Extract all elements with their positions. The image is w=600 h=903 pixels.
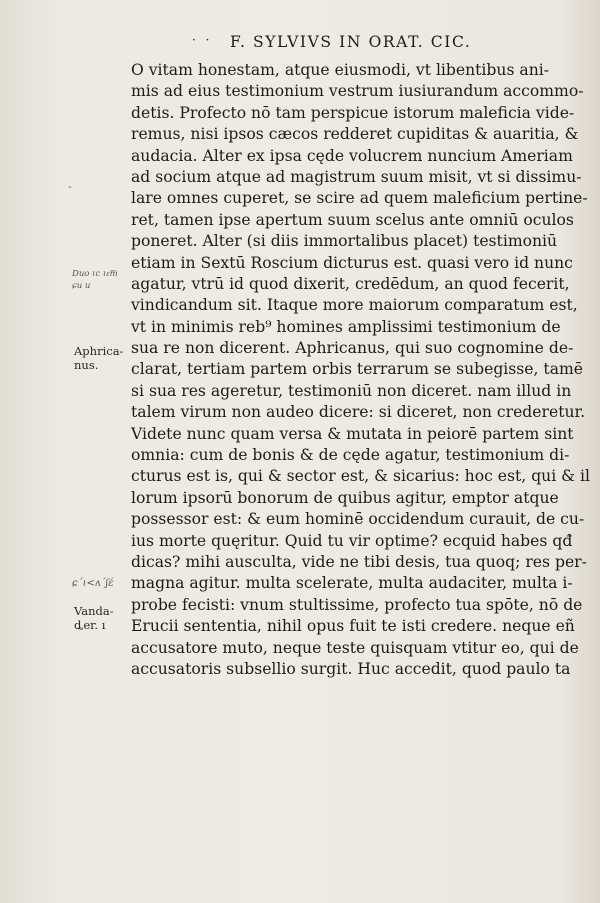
running-header [192, 33, 490, 51]
margin-note-line: Duo ɩc ɩε͞m [72, 269, 118, 279]
text-line: etiam in Sextū Roscium dicturus est. quasi vero id nunc [131, 253, 573, 272]
text-line: Videte nunc quam versa & mutata in peiorē partem sint [131, 424, 574, 443]
text-line: ret, tamen ipse apertum suum scelus ante omniū oculos [131, 210, 574, 229]
text-line: lorum ipsorū bonorum de quibus agitur, emptor atque [131, 488, 559, 507]
text-line: detis. Profecto nō tam perspicue istorum maleficia vide- [131, 103, 575, 122]
text-line: si sua res ageretur, testimoniū non diceret. nam illud in [131, 381, 572, 400]
margin-note-line: Vanda- [74, 604, 114, 618]
margin-note-line: Aphrica- [74, 344, 124, 358]
text-line: remus, nisi ipsos cæcos redderet cupiditas & auaritia, & [131, 125, 579, 144]
margin-note-aphricanus [74, 344, 123, 372]
margin-note-line: ȡer. ı [74, 618, 106, 632]
text-line: clarat, tertiam partem orbis terrarum se subegisse, tamē [131, 360, 584, 379]
text-line: vt in minimis reb⁹ homines amplissimi testimonium de [131, 317, 561, 336]
text-line: cturus est is, qui & sector est, & sicarius: hoc est, qui & il [131, 467, 590, 486]
margin-handwritten-note [72, 578, 114, 590]
text-line: Erucii sententia, nihil opus fuit te isti credere. neque eñ [131, 617, 575, 636]
text-line: ad socium atque ad magistrum suum misit, vt si dissimu- [131, 167, 582, 186]
text-line: talem virum non audeo dicere: si diceret, non crederetur. [131, 403, 586, 422]
text-line: accusatoris subsellio surgit. Huc accedit, quod paulo ta [131, 659, 571, 678]
text-line: poneret. Alter (si diis immortalibus placet) testimoniū [131, 232, 558, 251]
text-line: sua re non dicerent. Aphricanus, qui suo cognomine de- [131, 339, 574, 358]
text-line: audacia. Alter ex ipsa cęde volucrem nuncium Ameriam [131, 146, 573, 165]
body-text-block [131, 60, 591, 680]
text-line: agatur, vtrū id quod dixerit, credēdum, an quod fecerit, [131, 274, 570, 293]
text-line: probe fecisti: vnum stultissime, profecto tua spōte, nō de [131, 595, 583, 614]
text-line: ius morte quęritur. Quid tu vir optime? ecquid habes qđ [131, 531, 573, 550]
text-line: magna agitur. multa scelerate, multa audaciter, multa i- [131, 574, 573, 593]
margin-note-line: ɕ΄ɩ<ʌ΄ʃέ [72, 578, 114, 589]
margin-dash-mark: - [68, 180, 72, 193]
header-title: F. SYLVIVS IN ORAT. CIC. [230, 33, 472, 51]
margin-handwritten-note [72, 268, 118, 292]
text-line: accusatore muto, neque teste quisquam vtitur eo, qui de [131, 638, 579, 657]
margin-note-line: nus. [74, 358, 99, 372]
header-dots: · · [192, 33, 213, 47]
margin-note-vanda [74, 604, 114, 632]
text-line: omnia: cum de bonis & de cęde agatur, testimonium di- [131, 446, 570, 465]
text-line: vindicandum sit. Itaque more maiorum comparatum est, [131, 296, 578, 315]
margin-note-line: ɕu u [72, 281, 91, 291]
text-line: lare omnes cuperet, se scire ad quem maleficium pertine- [131, 189, 588, 208]
text-line: dicas? mihi ausculta, vide ne tibi desis, tua quoq; res per- [131, 552, 587, 571]
text-line: mis ad eius testimonium vestrum iusiurandum accommo- [131, 82, 584, 101]
text-line: O vitam honestam, atque eiusmodi, vt libentibus ani- [131, 61, 550, 79]
text-line: possessor est: & eum hominē occidendum curauit, de cu- [131, 510, 585, 529]
